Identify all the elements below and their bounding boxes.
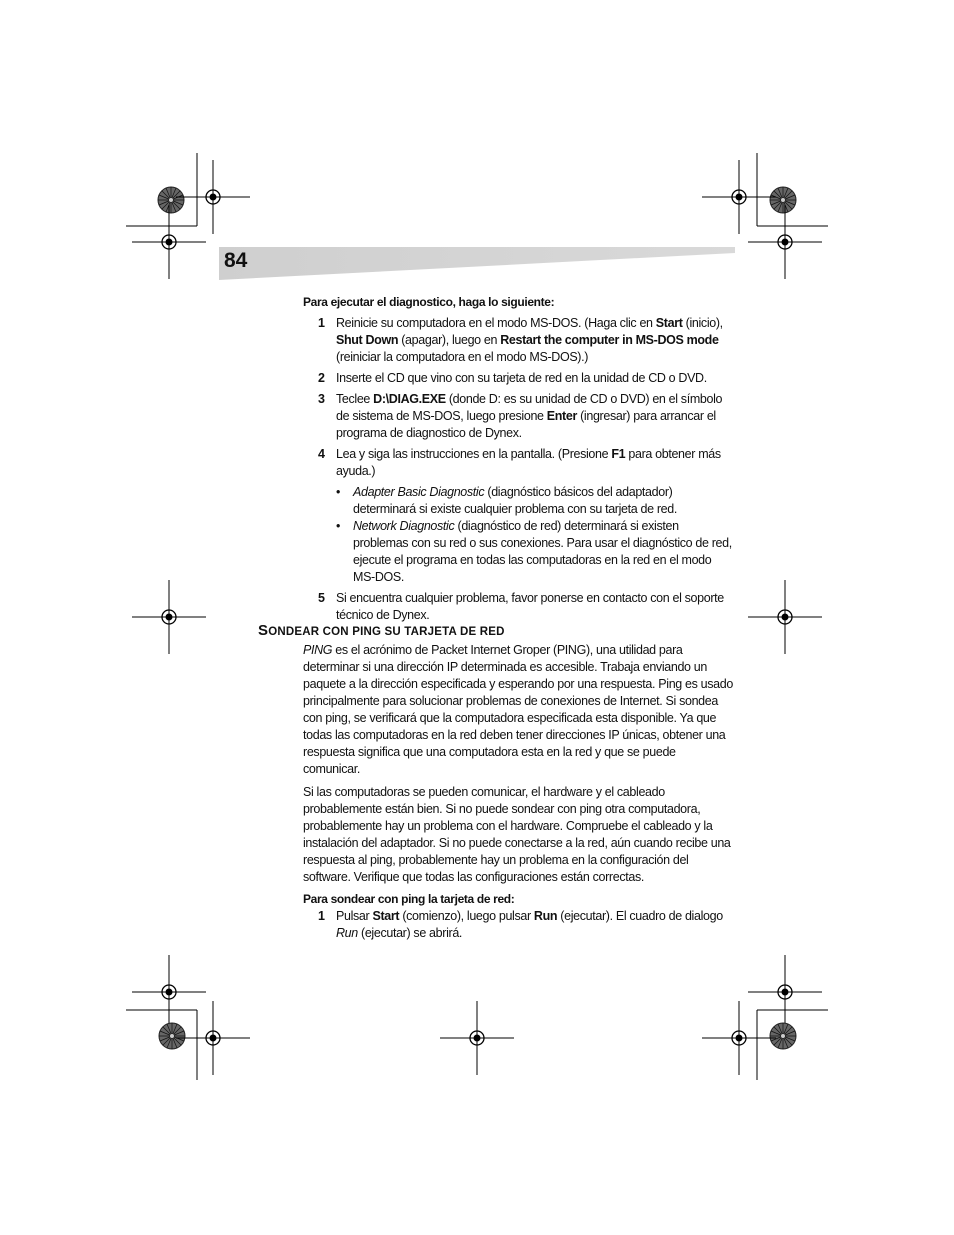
step-text: Reinicie su computadora en el modo MS-DOS. (Haga clic en: [336, 316, 656, 330]
step-text: Teclee: [336, 392, 374, 406]
step-item: [303, 908, 733, 942]
procedure-title: Para sondear con ping la tarjeta de red:: [303, 892, 515, 906]
bullet-item: [303, 484, 733, 518]
step-item: [303, 446, 733, 480]
step-text: para obtener más ayuda.): [336, 447, 721, 478]
registration-sun-icon: [770, 187, 796, 213]
step-text: (inicio),: [682, 316, 723, 330]
section-content: [303, 642, 733, 942]
step-number: 1: [318, 316, 325, 330]
bullet-icon: •: [336, 485, 341, 499]
step-text: Pulsar: [336, 909, 373, 923]
step-number: 2: [318, 371, 325, 385]
step-text: Lea y siga las instrucciones en la pantalla. (Presione: [336, 447, 612, 461]
step-text: (apagar), luego en: [398, 333, 501, 347]
dialog-name: Run: [336, 926, 358, 940]
step-item: [303, 590, 733, 624]
ui-term: Run: [533, 909, 558, 923]
ui-term: Start: [655, 316, 683, 330]
step-text: (ingresar) para arrancar el programa de diagnostico de Dynex.: [336, 409, 716, 440]
page-number: 84: [224, 249, 248, 272]
section-heading: [258, 622, 505, 641]
bullet-text: (diagnóstico básicos del adaptador) determinará si existe cualquier problema con su tarjeta de red.: [353, 485, 677, 516]
main-content: [303, 294, 733, 624]
step-text: (comienzo), luego pulsar: [399, 909, 534, 923]
step-text: (donde D: es su unidad de CD o DVD) en el símbolo de sistema de MS-DOS, luego presione: [336, 392, 723, 423]
feature-name: Adapter Basic Diagnostic: [353, 485, 485, 499]
step-number: 1: [318, 909, 325, 923]
step-text: (ejecutar) se abrirá.: [357, 926, 463, 940]
registration-target-icon: [702, 1001, 776, 1075]
registration-target-icon: [702, 160, 776, 234]
term: PING: [303, 643, 333, 657]
header-band: [219, 247, 735, 280]
step-number: 4: [318, 447, 325, 461]
ui-term: Restart the computer in MS-DOS mode: [500, 333, 719, 347]
step-number: 3: [318, 392, 325, 406]
section-heading-initial: S: [258, 622, 269, 639]
registration-target-icon: [132, 955, 206, 1029]
registration-target-icon: [440, 1001, 514, 1075]
registration-sun-icon: [770, 1023, 796, 1049]
paragraph: [303, 642, 733, 778]
ui-term: F1: [611, 447, 626, 461]
paragraph-text: es el acrónimo de Packet Internet Groper (PING), una utilidad para determinar si una dirección IP determinada es accesible. Trabaja enviando un paquete a la dirección especificada y esperando por una respuesta. Ping es usado principalmente para solucionar problemas de conexiones de Internet. Si sondea con ping, se verificará que la computadora especificada esta disponible. Ya que todas las computadoras en la red deben tener direcciones IP únicas, obtener una respuesta significa que una computadora esta en la red y que se puede comunicar.: [303, 643, 733, 776]
registration-sun-icon: [159, 1023, 185, 1049]
ui-term: Start: [372, 909, 400, 923]
bullet-text: (diagnóstico de red) determinará si existen problemas con su red o sus conexiones. Para usar el diagnóstico de red, ejecute el programa en todas las computadoras en la red en el modo MS-DOS.: [353, 519, 732, 584]
registration-target-icon: [748, 205, 822, 279]
registration-target-icon: [176, 160, 250, 234]
step-text: Si encuentra cualquier problema, favor ponerse en contacto con el soporte técnico de Dynex.: [336, 591, 724, 622]
step-item: [303, 370, 733, 387]
registration-target-icon: [132, 205, 206, 279]
paragraph: Si las computadoras se pueden comunicar, el hardware y el cableado probablemente están bien. Si no puede sondear con ping otra computadora, probablemente hay un problema con el hardware. Compruebe el cableado y la instalación del adaptador. Si no puede conectarse a la red, aún cuando recibe una respuesta al ping, probablemente hay un problema en la configuración del software. Verifique que todas las configuraciones están correctas.: [303, 785, 731, 884]
feature-name: Network Diagnostic: [353, 519, 455, 533]
step-item: [303, 391, 733, 442]
step-text: Inserte el CD que vino con su tarjeta de red en la unidad de CD o DVD.: [336, 371, 707, 385]
step-text: (ejecutar). El cuadro de dialogo: [557, 909, 723, 923]
step-number: 5: [318, 591, 325, 605]
ui-term: Shut Down: [336, 333, 399, 347]
ui-term: D:\DIAG.EXE: [373, 392, 446, 406]
bullet-icon: •: [336, 519, 341, 533]
registration-target-icon: [132, 580, 206, 654]
registration-target-icon: [748, 955, 822, 1029]
bullet-item: [303, 518, 733, 586]
step-text: (reiniciar la computadora en el modo MS-DOS).): [336, 350, 589, 364]
registration-target-icon: [748, 580, 822, 654]
registration-sun-icon: [158, 187, 184, 213]
step-item: [303, 315, 733, 366]
procedure-title: Para ejecutar el diagnostico, haga lo siguiente:: [303, 295, 555, 309]
section-heading-text: ONDEAR CON PING SU TARJETA DE RED: [268, 626, 505, 638]
ui-term: Enter: [546, 409, 577, 423]
registration-target-icon: [176, 1001, 250, 1075]
